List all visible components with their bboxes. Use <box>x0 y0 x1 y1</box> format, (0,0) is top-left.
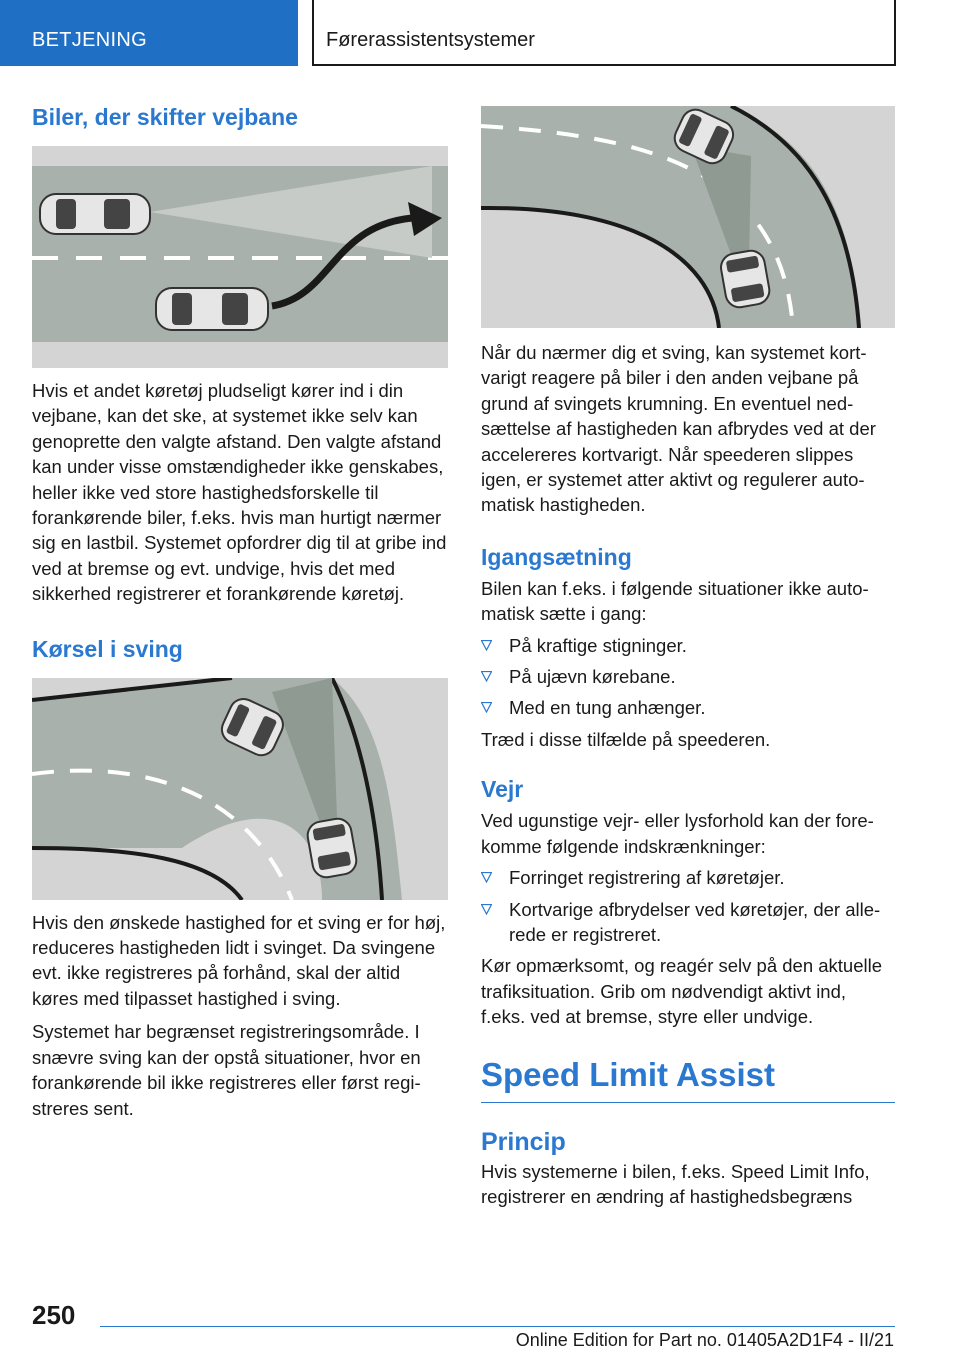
figure-curve <box>32 678 448 900</box>
right-column <box>481 100 895 1209</box>
paragraph-lane-change: Hvis et andet køretøj pludseligt kører ind i din vejbane, kan det ske, at systemet ikke selv kan genoprette den valgte afstand. Den valgte afstand kan under visse omstændigheder ikke genskabes, heller ikke ved store hastighedsforskelle til forankørende biler, f.eks. hvis man hurtigt nærmer sig en lastbil. Systemet opfordrer dig til at gribe ind ved at bremse og evt. undvige, hvis det med sikkerhed registrerer et forankørende køretøj. <box>32 380 447 605</box>
heading-rule <box>481 1102 895 1103</box>
paragraph-curve-speed: Hvis den ønskede hastighed for et sving er for høj, reduceres hastigheden lidt i svinget. Da svingene evt. ikke registreres på forhånd, skal der altid køres med tilpasset hastighed i sving. <box>32 911 446 1009</box>
car-own-icon <box>719 249 772 310</box>
chapter-title: Førerassistentsystemer <box>326 29 535 51</box>
car-own-icon <box>305 816 358 879</box>
left-column <box>32 100 448 1121</box>
footer-edition: Online Edition for Part no. 01405A2D1F4 - II/21 <box>515 1330 894 1350</box>
list-item: Kortvarige afbrydelser ved køretøjer, der allerede er registreret. <box>481 897 895 948</box>
triangle-bullet-icon <box>481 872 492 883</box>
paragraph-start: Bilen kan f.eks. i følgende situationer ikke automatisk sætte i gang: <box>481 577 869 625</box>
paragraph-weather: Ved ugunstige vejr- eller lysforhold kan der forekomme følgende indskrænkninger: <box>481 810 874 857</box>
list-item: Med en tung anhænger. <box>481 695 895 720</box>
car-ahead-icon <box>40 194 150 234</box>
chapter-tab <box>312 0 896 66</box>
paragraph-press-accelerator: Træd i disse tilfælde på speederen. <box>481 728 771 750</box>
triangle-bullet-icon <box>481 640 492 651</box>
list-start-situations <box>481 633 895 721</box>
heading-principle: Princip <box>481 1127 566 1156</box>
list-item: På ujævn kørebane. <box>481 664 895 689</box>
triangle-bullet-icon <box>481 671 492 682</box>
heading-curve: Kørsel i sving <box>32 635 183 662</box>
list-weather-limits <box>481 865 895 947</box>
list-item: På kraftige stigninger. <box>481 633 895 658</box>
paragraph-curve-adjacent: Når du nærmer dig et sving, kan systemet kortvarigt reagere på biler i den anden vejbane på grund af svingets krumning. En eventuel nedsættelse af hastigheden kan afbrydes ved at der accelereres kortvarigt. Når speederen slippes igen, er systemet atter aktivt og regulerer automatisk hastigheden. <box>481 342 876 516</box>
section-tab <box>0 0 298 66</box>
section-title: BETJENING <box>32 29 147 51</box>
heading-start: Igangsætning <box>481 543 632 570</box>
heading-speed-limit-assist: Speed Limit Assist <box>481 1055 776 1093</box>
paragraph-curve-range: Systemet har begrænset registreringsområde. I snævre sving kan der opstå situationer, hvor en forankørende bil ikke registreres eller først registreres sent. <box>32 1021 421 1119</box>
triangle-bullet-icon <box>481 702 492 713</box>
page-number: 250 <box>32 1300 76 1330</box>
paragraph-drive-attentively: Kør opmærksomt, og reagér selv på den aktuelle trafiksituation. Grib om nødvendigt aktivt ind, f.eks. ved at bremse, styre eller undvige. <box>481 955 883 1028</box>
list-item: Forringet registrering af køretøjer. <box>481 865 895 890</box>
figure-curve-adjacent-lane <box>481 106 895 328</box>
figure-lane-change <box>32 146 448 368</box>
heading-lane-change: Biler, der skifter vejbane <box>32 104 298 130</box>
heading-weather: Vejr <box>481 776 524 803</box>
triangle-bullet-icon <box>481 904 492 915</box>
car-merging-icon <box>156 288 268 330</box>
paragraph-principle: Hvis systemerne i bilen, f.eks. Speed Limit Info, registrerer en ændring af hastighedsbegræns <box>481 1160 870 1207</box>
